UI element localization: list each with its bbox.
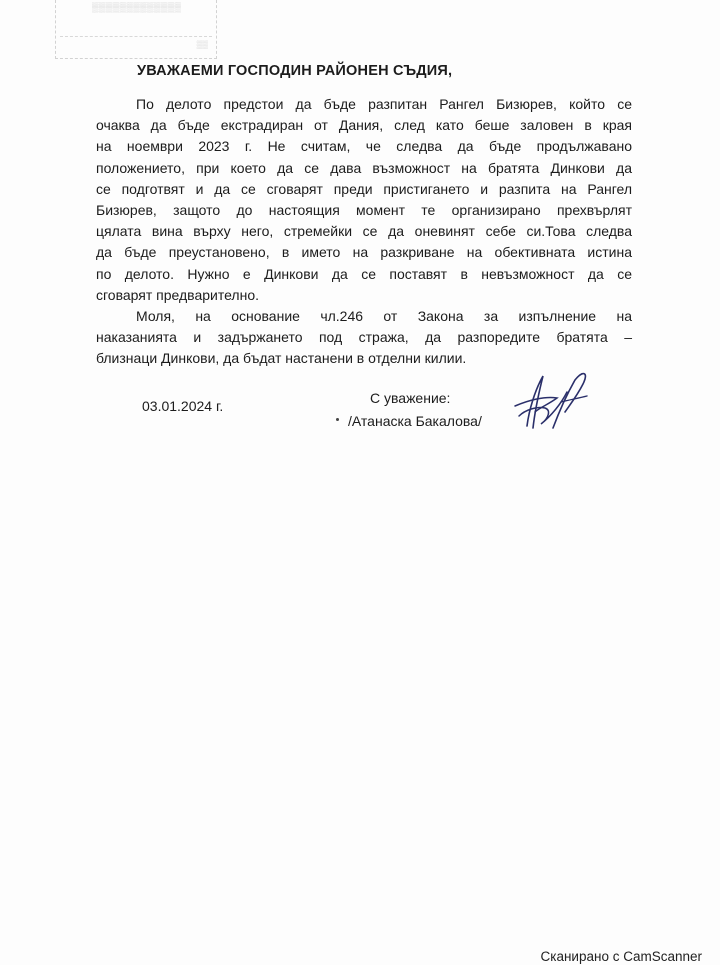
paragraph-line: на ноември 2023 г. Не считам, че следва да бъде продължавано [96,138,632,155]
signatory-name: /Атанаска Бакалова/ [348,413,482,429]
paragraph-line: По делото предстои да бъде разпитан Рангел Бизюрев, който се [136,96,632,112]
paragraph-line: да бъде преустановено, в името на разкриване на обективната истина [96,244,632,261]
document-date: 03.01.2024 г. [142,398,224,414]
paragraph-line: цялата вина върху него, стремейки се да оневинят себе си.Това следва [96,223,632,240]
paragraph-line: очаква да бъде екстрадиран от Дания, след като беше заловен в края [96,117,632,134]
paragraph-line: сговарят предварително. [96,286,260,303]
paragraph-request-reason [96,94,632,306]
scanner-watermark: Сканирано с CamScanner [540,949,702,964]
paragraph-line: по делото. Нужно е Динкови да се поставят в невъзможност да се [96,265,632,282]
handwritten-signature [505,366,600,438]
paragraph-line: положението, при което да се дава възможност на братята Динкови да [96,159,632,176]
paragraph-request [96,306,632,370]
bullet-dot [336,418,339,421]
paragraph-line: Моля, на основание чл.246 от Закона за изпълнение на [136,308,632,324]
paragraph-line: близнаци Динкови, да бъдат настанени в отделни килии. [96,350,467,367]
salutation: УВАЖАЕМИ ГОСПОДИН РАЙОНЕН СЪДИЯ, [137,63,453,79]
closing-phrase: С уважение: [370,390,451,406]
stamp-mark: ▒▒ [196,40,208,49]
stamp-text: ▒▒▒▒▒▒▒▒▒▒▒▒▒ [92,2,182,12]
paragraph-line: се подготвят и да се сговарят преди пристигането и разпита на Рангел [96,180,632,197]
paragraph-line: Бизюрев, защото до настоящия момент те организирано прехвърлят [96,201,632,218]
registration-stamp [55,0,217,59]
paragraph-line: наказанията и задържането под стража, да разпоредите братята – [96,329,632,346]
stamp-divider [60,36,212,37]
